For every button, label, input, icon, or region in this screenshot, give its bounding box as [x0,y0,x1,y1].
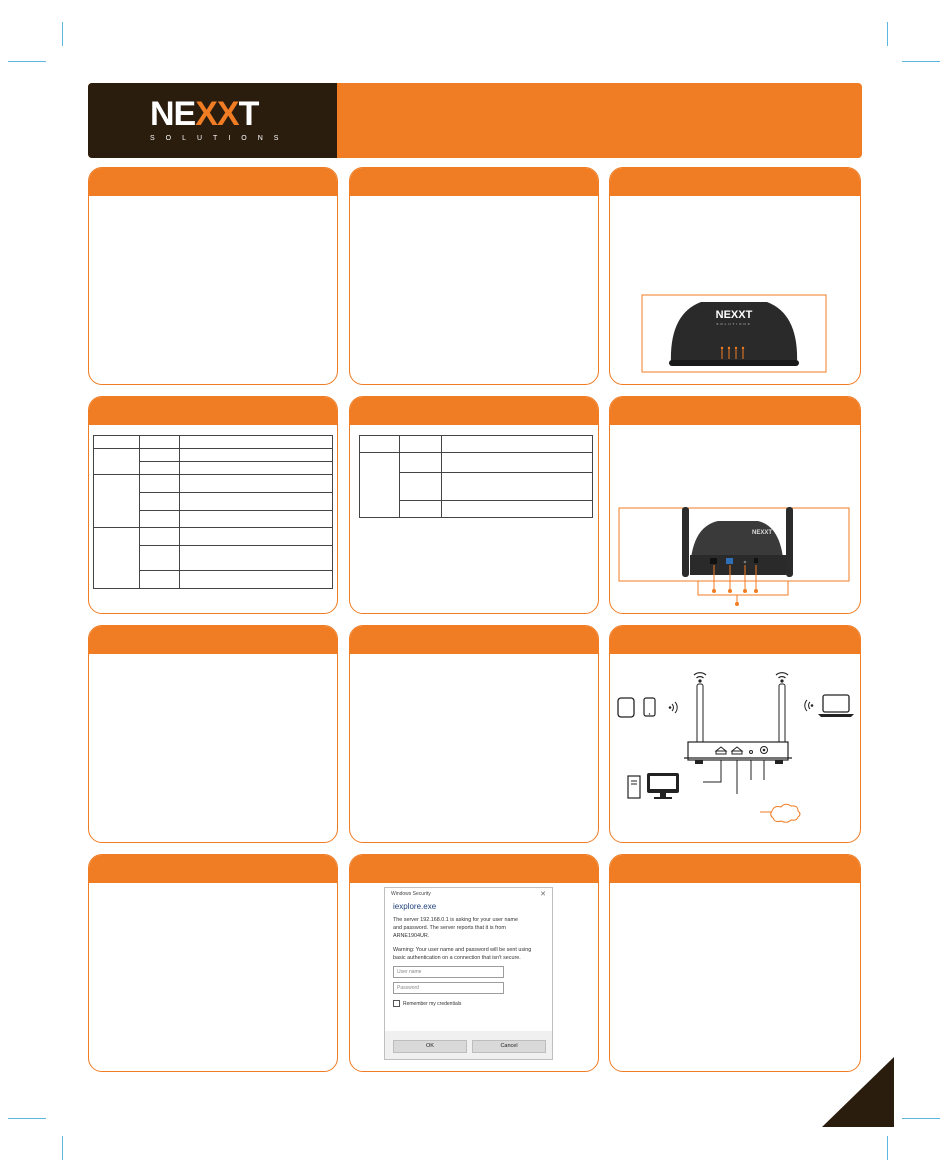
panel-11-login-dialog [349,854,599,1072]
panel-header-bar [350,855,598,883]
panel-3-router-front [609,167,861,385]
router-front-image [641,294,827,374]
button-table [359,435,593,518]
panel-6-router-back [609,396,861,614]
panel-9-connection-diagram [609,625,861,843]
cancel-button[interactable]: Cancel [472,1040,546,1053]
username-input[interactable]: User name [393,966,504,978]
brand-block [88,83,337,158]
crop-mark [62,1136,63,1160]
cloud-icon [771,804,800,822]
panel-header-bar [89,855,337,883]
monitor-icon [647,773,679,799]
panel-header-bar [610,397,860,425]
nexxt-logo [150,95,290,147]
router-back-image [618,507,854,611]
device-back-logo: NEXXT [752,530,773,536]
crop-mark [887,22,888,46]
wifi-icon [776,673,788,682]
password-input[interactable]: Password [393,982,504,994]
ok-button[interactable]: OK [393,1040,467,1053]
desktop-computer-icon [628,776,640,798]
crop-mark [8,1118,46,1119]
crop-mark [902,1118,940,1119]
laptop-icon [818,695,854,717]
panel-header-bar [350,397,598,425]
panel-header-bar [350,626,598,654]
panel-header-bar [610,626,860,654]
panel-header-bar [89,626,337,654]
close-icon[interactable]: ✕ [540,891,546,898]
logo-subtitle: SOLUTIONS [150,135,290,142]
dialog-message: The server 192.168.0.1 is asking for your user name and password. The server reports that it is from ARNE1904UR. [393,917,518,939]
panel-header-bar [350,168,598,196]
header-banner [88,83,862,158]
wifi-icon [805,700,813,711]
checkbox-box[interactable] [393,1000,400,1007]
wifi-icon [669,702,677,713]
login-dialog [384,887,553,1060]
crop-mark [887,1136,888,1160]
logo-text-end: T [238,95,259,133]
router-icon [684,742,792,764]
crop-mark [62,22,63,46]
led-table [93,435,333,589]
panel-1 [88,167,338,385]
page-corner-triangle [822,1057,894,1127]
dialog-footer [385,1031,552,1059]
panel-5-button-table [349,396,599,614]
panel-7 [88,625,338,843]
panel-header-bar [610,855,860,883]
panel-4-led-table [88,396,338,614]
panel-8 [349,625,599,843]
panel-10 [88,854,338,1072]
panel-header-bar [89,397,337,425]
device-logo: NEXXT [715,309,753,321]
tablet-icon [618,698,634,717]
dialog-warning: Warning: Your user name and password will be sent using basic authentication on a connection that isn't secure. [393,947,532,961]
smartphone-icon [644,698,655,716]
crop-mark [902,61,940,62]
logo-text: NE [150,95,196,133]
crop-mark [8,61,46,62]
dialog-window-title: Windows Security [391,891,431,897]
remember-credentials-checkbox[interactable] [393,1000,552,1007]
panel-header-bar [89,168,337,196]
dialog-heading: iexplore.exe [393,902,437,911]
panel-2 [349,167,599,385]
wifi-icon [694,673,706,682]
remember-credentials-label: Remember my credentials [403,1000,462,1007]
panel-12 [609,854,861,1072]
device-logo-sub: SOLUTIONS [716,322,752,326]
logo-text-accent: XX [195,95,239,133]
connection-diagram [610,654,860,842]
panel-header-bar [610,168,860,196]
